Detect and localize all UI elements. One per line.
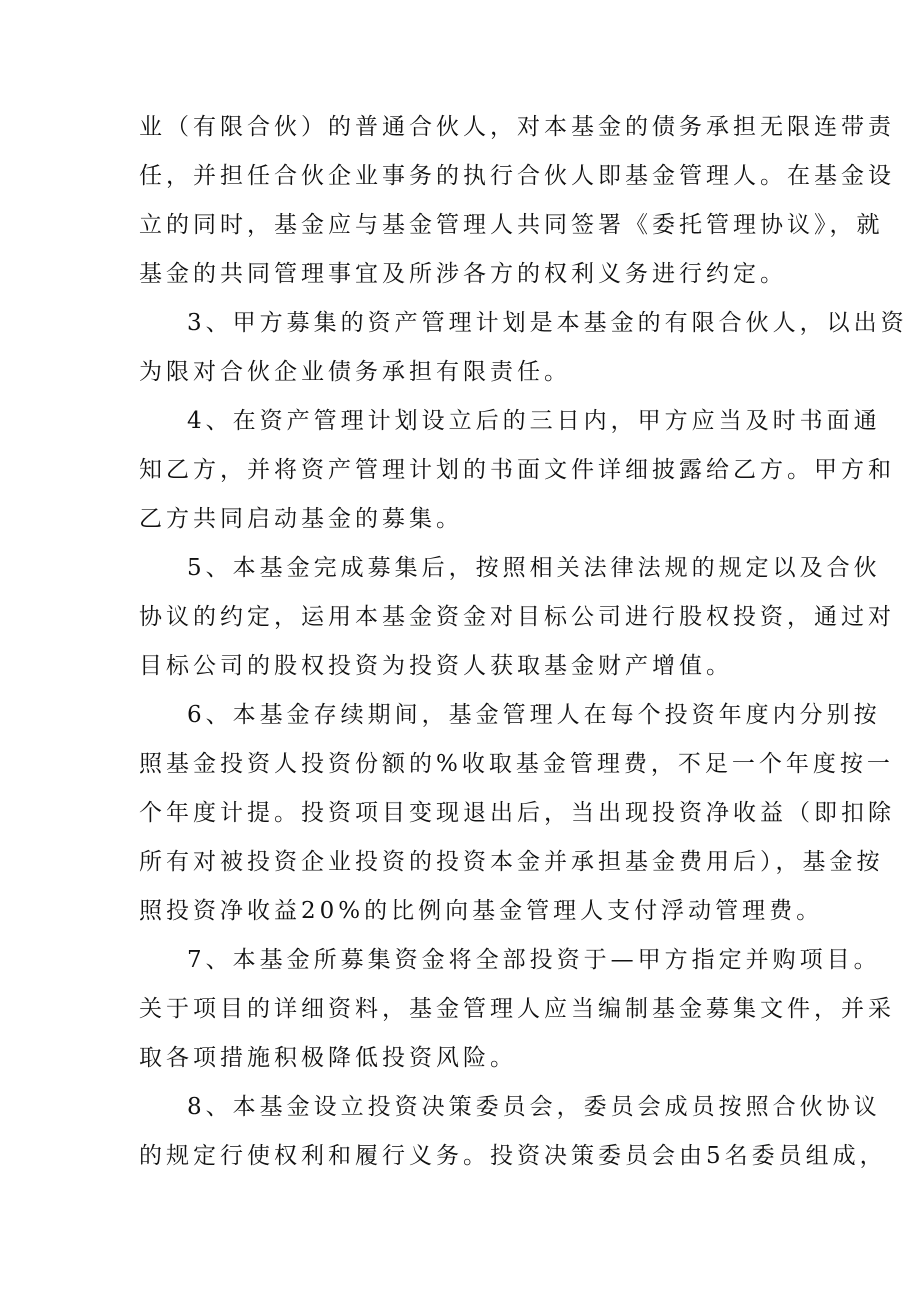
text-line: 照投资净收益20%的比例向基金管理人支付浮动管理费。 (139, 898, 824, 924)
text-line: 知乙方，并将资产管理计划的书面文件详细披露给乙方。甲方和 (139, 457, 895, 483)
text-line: 所有对被投资企业投资的投资本金并承担基金费用后），基金按 (139, 849, 884, 875)
text-line: 的规定行使权利和履行义务。投资决策委员会由5名委员组成， (139, 1143, 887, 1169)
clause-3-first-line: 3、甲方募集的资产管理计划是本基金的有限合伙人，以出资 (187, 310, 908, 336)
clause-4-first-line: 4、在资产管理计划设立后的三日内，甲方应当及时书面通 (187, 408, 881, 434)
text-line: 乙方共同启动基金的募集。 (139, 506, 463, 532)
clause-5-first-line: 5、本基金完成募集后，按照相关法律法规的规定以及合伙 (187, 555, 881, 581)
text-line: 为限对合伙企业债务承担有限责任。 (139, 359, 571, 385)
text-line: 个年度计提。投资项目变现退出后，当出现投资净收益（即扣除 (139, 800, 895, 826)
text-line: 关于项目的详细资料，基金管理人应当编制基金募集文件，并采 (139, 996, 895, 1022)
document-body (139, 103, 908, 1181)
text-line: 协议的约定，运用本基金资金对目标公司进行股权投资，通过对 (139, 604, 895, 630)
clause-7-first-line: 7、本基金所募集资金将全部投资于—甲方指定并购项目。 (187, 947, 881, 973)
text-line: 基金的共同管理事宜及所涉各方的权利义务进行约定。 (139, 261, 787, 287)
text-line: 目标公司的股权投资为投资人获取基金财产增值。 (139, 653, 733, 679)
clause-6-first-line: 6、本基金存续期间，基金管理人在每个投资年度内分别按 (187, 702, 881, 728)
clause-8-first-line: 8、本基金设立投资决策委员会，委员会成员按照合伙协议 (187, 1094, 881, 1120)
text-line: 照基金投资人投资份额的%收取基金管理费，不足一个年度按一 (139, 751, 894, 777)
text-line: 任，并担任合伙企业事务的执行合伙人即基金管理人。在基金设 (139, 163, 895, 189)
text-line: 业（有限合伙）的普通合伙人，对本基金的债务承担无限连带责 (139, 114, 895, 140)
text-line: 立的同时，基金应与基金管理人共同签署《委托管理协议》，就 (139, 212, 884, 238)
text-line: 取各项措施积极降低投资风险。 (139, 1045, 517, 1071)
